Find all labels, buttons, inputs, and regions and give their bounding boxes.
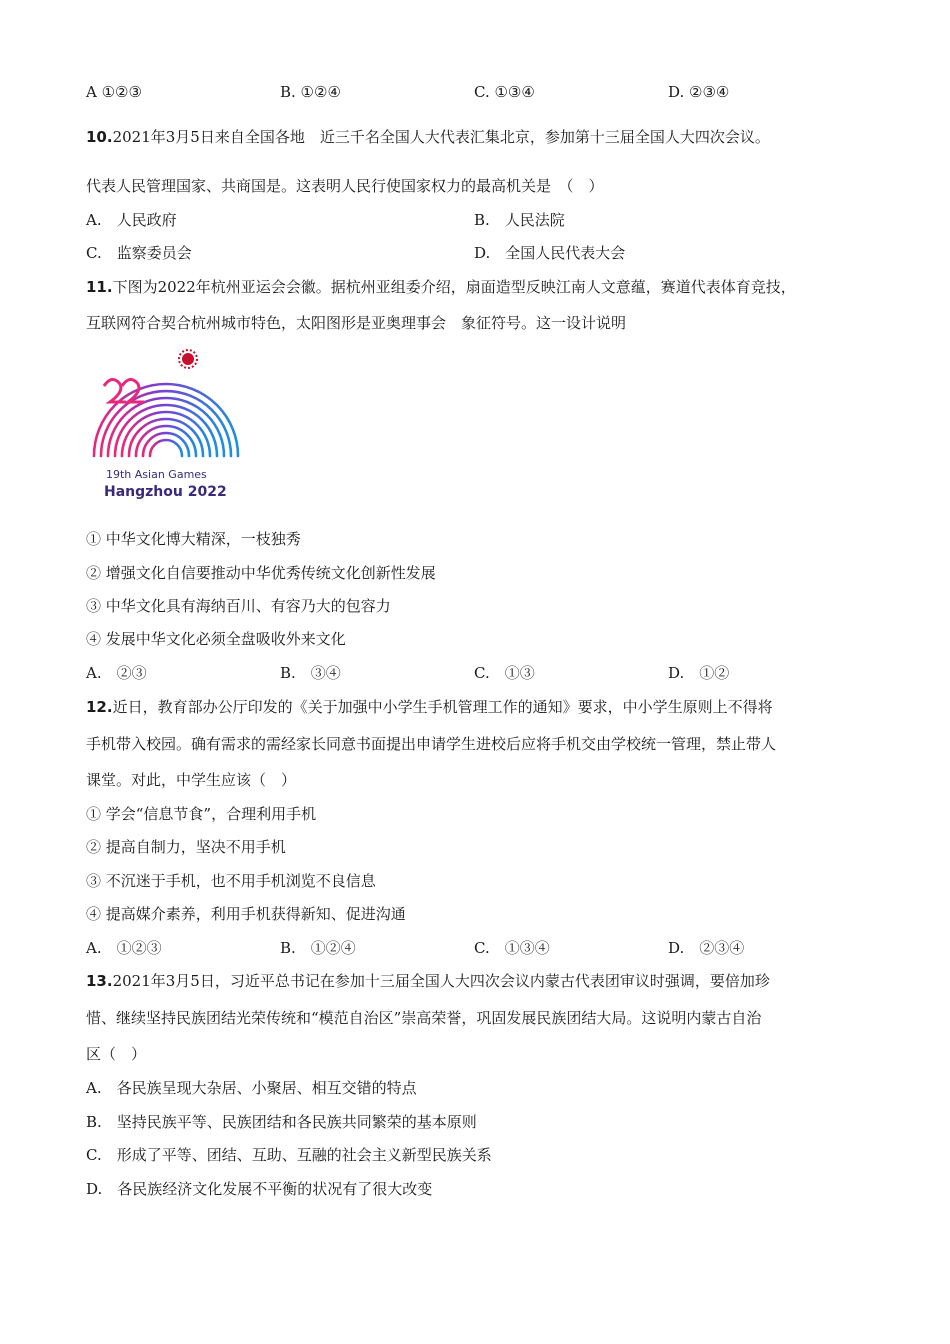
q12-option-d: D. ②③④ (668, 939, 745, 957)
asian-games-emblem (86, 346, 251, 506)
q10-stem-line1 (86, 127, 770, 147)
q13-option-d: D. 各民族经济文化发展不平衡的状况有了很大改变 (86, 1180, 433, 1198)
q11-number: 11. (86, 278, 113, 296)
q10-number: 10. (86, 128, 113, 146)
q12-option-a: A. ①②③ (86, 939, 162, 957)
q10-option-d: D. 全国人民代表大会 (474, 244, 626, 262)
q12-statement-2: ② 提高自制力，坚决不用手机 (86, 838, 286, 856)
q10-option-a: A. 人民政府 (86, 211, 177, 229)
q11-statement-4: ④ 发展中华文化必须全盘吸收外来文化 (86, 630, 346, 648)
q10-text-1: 2021年3月5日来自全国各地 近三千名全国人大代表汇集北京，参加第十三届全国人大四次会议。 (112, 128, 770, 146)
q12-stem-line2: 手机带入校园。确有需求的需经家长同意书面提出申请学生进校后应将手机交由学校统一管理，禁止带人 (86, 735, 777, 753)
q9-option-d: D. ②③④ (668, 83, 730, 101)
q13-text-1: 2021年3月5日，习近平总书记在参加十三届全国人大四次会议内蒙古代表团审议时强调，要倍加珍 (112, 972, 770, 990)
q11-statement-1: ① 中华文化博大精深，一枝独秀 (86, 530, 301, 548)
q13-option-c: C. 形成了平等、团结、互助、互融的社会主义新型民族关系 (86, 1146, 492, 1164)
q9-option-b: B. ①②④ (280, 83, 341, 101)
q11-option-b: B. ③④ (280, 664, 341, 682)
q13-option-a: A. 各民族呈现大杂居、小聚居、相互交错的特点 (86, 1079, 417, 1097)
q13-number: 13. (86, 972, 113, 990)
q12-statement-1: ① 学会“信息节食”，合理利用手机 (86, 805, 317, 823)
q12-stem-line3: 课堂。对此，中学生应该（ ） (86, 771, 297, 789)
q13-stem-line2: 惜、继续坚持民族团结光荣传统和“模范自治区”崇高荣誉，巩固发展民族团结大局。这说明内蒙古自治 (86, 1009, 762, 1027)
q12-statement-3: ③ 不沉迷于手机，也不用手机浏览不良信息 (86, 872, 376, 890)
q11-text-1: 下图为2022年杭州亚运会会徽。据杭州亚组委介绍，扇面造型反映江南人文意蕴，赛道代表体育竞技， (112, 278, 796, 296)
q12-stem-line1 (86, 697, 773, 717)
q11-option-d: D. ①② (668, 664, 730, 682)
q9-option-a: A ①②③ (86, 83, 142, 101)
q11-statement-2: ② 增强文化自信要推动中华优秀传统文化创新性发展 (86, 564, 436, 582)
q13-stem-line3: 区（ ） (86, 1045, 147, 1063)
q13-option-b: B. 坚持民族平等、民族团结和各民族共同繁荣的基本原则 (86, 1113, 477, 1131)
q13-stem-line1 (86, 971, 770, 991)
q10-option-b: B. 人民法院 (474, 211, 565, 229)
q12-text-1: 近日，教育部办公厅印发的《关于加强中小学生手机管理工作的通知》要求，中小学生原则上不得将 (112, 698, 773, 716)
fan-arcs (94, 384, 238, 456)
q12-statement-4: ④ 提高媒介素养，利用手机获得新知、促进沟通 (86, 905, 406, 923)
q10-option-c: C. 监察委员会 (86, 244, 192, 262)
q11-option-a: A. ②③ (86, 664, 147, 682)
q10-stem-line2: 代表人民管理国家、共商国是。这表明人民行使国家权力的最高机关是 （ ） (86, 177, 604, 195)
q12-number: 12. (86, 698, 113, 716)
q11-statement-3: ③ 中华文化具有海纳百川、有容乃大的包容力 (86, 597, 391, 615)
sun-icon (179, 350, 197, 368)
emblem-caption-line1: 19th Asian Games (106, 468, 207, 481)
q11-option-c: C. ①③ (474, 664, 535, 682)
emblem-caption-line2: Hangzhou 2022 (104, 484, 227, 500)
emblem-graphic (86, 346, 251, 471)
q11-stem-line1 (86, 277, 796, 297)
q12-option-c: C. ①③④ (474, 939, 550, 957)
q12-option-b: B. ①②④ (280, 939, 356, 957)
q9-option-c: C. ①③④ (474, 83, 535, 101)
q11-stem-line2: 互联网符合契合杭州城市特色，太阳图形是亚奥理事会 象征符号。这一设计说明 (86, 314, 627, 332)
